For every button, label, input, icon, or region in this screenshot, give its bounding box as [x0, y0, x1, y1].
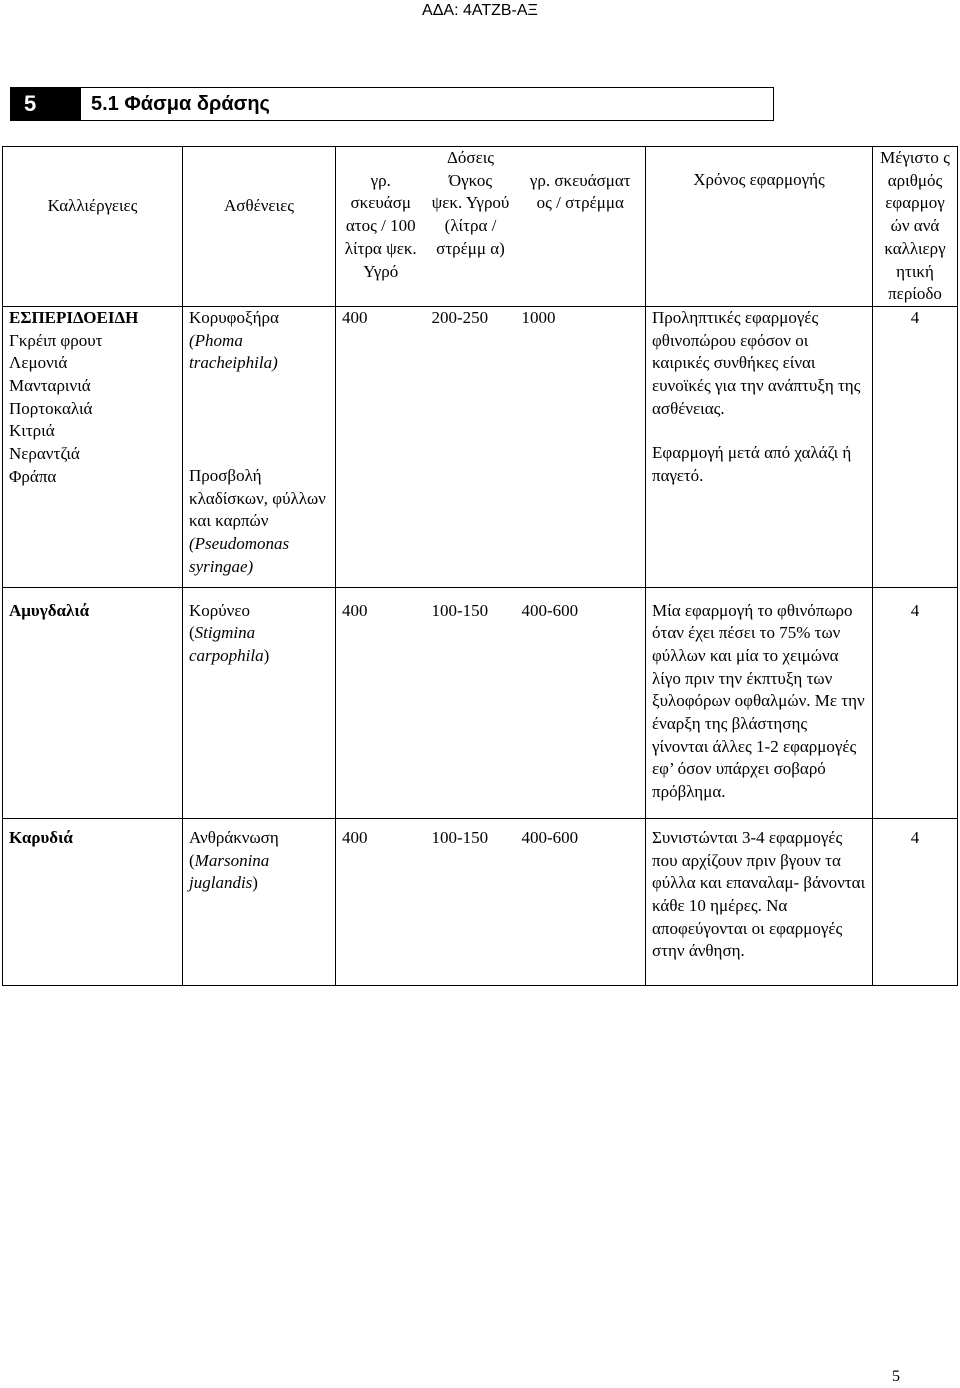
timing-text: Εφαρμογή μετά από χαλάζι ή παγετό.: [652, 443, 852, 486]
dose1-cell: 400: [336, 587, 426, 818]
disease-cell: Ανθράκνωση (Marsonina juglandis): [183, 818, 336, 985]
disease-name: Κορύνεο: [189, 600, 251, 620]
disease-cell: [183, 306, 336, 587]
dose1-cell: 400: [336, 306, 426, 587]
disease-latin: (Phoma tracheiphila): [189, 330, 278, 373]
crop-list: Γκρέιπ φρουτ Λεμονιά Μανταρινιά Πορτοκαλιά Κιτριά Νεραντζιά Φράπα: [9, 330, 103, 486]
dose3-cell: 1000: [516, 306, 646, 587]
dose3-cell: 400-600: [516, 818, 646, 985]
header-diseases: Ασθένειες: [183, 147, 336, 307]
header-doses-group: Δόσεις: [446, 148, 495, 167]
header-dose2: Δόσεις Όγκος ψεκ. Υγρού (λίτρα / στρέμμ α): [426, 147, 516, 307]
table-row: [3, 306, 958, 587]
header-max: Μέγιστο ς αριθμός εφαρμογ ών ανά καλλιεργ ητική περίοδο: [873, 147, 958, 307]
timing-cell: Συνιστώνται 3-4 εφαρμογές που αρχίζουν πριν βγουν τα φύλλα και επαναλαμ- βάνονται κάθε 10 ημέρες. Να αποφεύγονται οι εφαρμογές στην άνθηση.: [646, 818, 873, 985]
spectrum-table: [2, 146, 958, 986]
header-dose3: γρ. σκευάσματ ος / στρέμμα: [516, 147, 646, 307]
disease-name: Κορυφοξήρα: [189, 307, 279, 327]
dose2-cell: 100-150: [426, 818, 516, 985]
disease-latin: (Pseudomonas syringae): [189, 534, 290, 576]
crop-group-title: ΕΣΠΕΡΙΔΟΕΙΔΗ: [9, 307, 139, 327]
max-cell: 4: [873, 306, 958, 587]
page-number: 5: [892, 1368, 900, 1385]
ada-code: ΑΔΑ: 4ΑΤΖΒ-ΑΞ: [422, 2, 538, 19]
dose1-cell: 400: [336, 818, 426, 985]
table-row: [3, 587, 958, 818]
disease-cell: Κορύνεο (Stigmina carpophila): [183, 587, 336, 818]
timing-cell: [646, 306, 873, 587]
crop-cell: [3, 306, 183, 587]
timing-cell: Μία εφαρμογή το φθινόπωρο όταν έχει πέσει το 75% των φύλλων και μία το χειμώνα λίγο πριν την έκπτυξη των ξυλοφόρων οφθαλμών. Με την έναρξη της βλάστησης γίνονται άλλες 1-2 εφαρμογές εφ’ όσον υπάρχει σοβαρό πρόβλημα.: [646, 587, 873, 818]
crop-cell: Αμυγδαλιά: [3, 587, 183, 818]
section-title: 5.1 Φάσμα δράσης: [80, 87, 774, 121]
disease-name: Προσβολή κλαδίσκων, φύλλων και καρπών: [189, 466, 326, 531]
header-crops: Καλλιέργειες: [3, 147, 183, 307]
disease-latin: Stigmina carpophila: [189, 623, 264, 665]
disease-name: Ανθράκνωση: [189, 827, 279, 847]
header-timing: Χρόνος εφαρμογής: [646, 147, 873, 307]
table-header-row: [3, 147, 958, 307]
crop-cell: Καρυδιά: [3, 818, 183, 985]
dose3-cell: 400-600: [516, 587, 646, 818]
timing-text: Προληπτικές εφαρμογές φθινοπώρου εφόσον οι καιρικές συνθήκες είναι ευνοϊκές για την ανάπτυξη της ασθένειας.: [652, 307, 861, 418]
header-dose1: γρ. σκευάσμ ατος / 100 λίτρα ψεκ. Υγρό: [336, 147, 426, 307]
disease-latin: Marsonina juglandis: [189, 850, 270, 893]
max-cell: 4: [873, 818, 958, 985]
table-row: [3, 818, 958, 985]
section-number: 5: [10, 87, 80, 121]
dose2-cell: 100-150: [426, 587, 516, 818]
dose2-cell: 200-250: [426, 306, 516, 587]
max-cell: 4: [873, 587, 958, 818]
